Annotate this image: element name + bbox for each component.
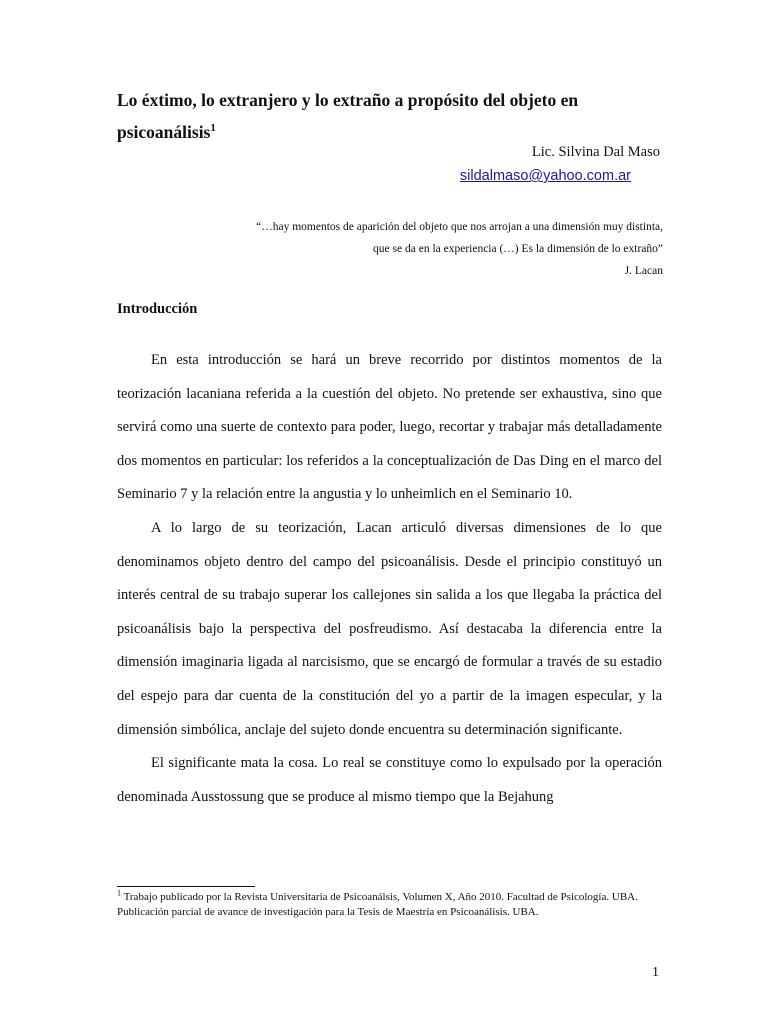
- document-title: [117, 84, 657, 148]
- footnote-separator: [117, 886, 255, 887]
- author-email-link[interactable]: sildalmaso@yahoo.com.ar: [459, 168, 631, 184]
- paragraph: El significante mata la cosa. Lo real se constituye como lo expulsado por la operación denominada Ausstossung que se produce al mismo tiempo que la Bejahung: [117, 755, 662, 805]
- epigraph-attribution: J. Lacan: [624, 265, 663, 277]
- footnote-text: Trabajo publicado por la Revista Universitaria de Psicoanálsis, Volumen X, Año 2010. Facultad de Psicología. UBA. Publicación parcial de avance de investigación para la Tesis de Maestría en Psicoanálisis. UBA.: [117, 891, 638, 918]
- paragraph: En esta introducción se hará un breve recorrido por distintos momentos de la teorización lacaniana referida a la cuestión del objeto. No pretende ser exhaustiva, sino que servirá como una suerte de contexto para poder, luego, recortar y trabajar más detalladamente dos momentos en particular: los referidos a la conceptualización de Das Ding en el marco del Seminario 7 y la relación entre la angustia y lo unheimlich en el Seminario 10.: [117, 352, 662, 503]
- paragraph: A lo largo de su teorización, Lacan articuló diversas dimensiones de lo que denominamos objeto dentro del campo del psicoanálisis. Desde el principio constituyó un interés central de su trabajo superar los callejones sin salida a los que llegaba la práctica del psicoanálisis bajo la perspectiva del posfreudismo. Así destacaba la diferencia entre la dimensión imaginaria ligada al narcisismo, que se encargó de formular a través de su estadio del espejo para dar cuenta de la constitución del yo a partir de la imagen especular, y la dimensión simbólica, anclaje del sujeto donde encuentra su determinación significante.: [117, 519, 662, 738]
- section-heading: Introducción: [117, 301, 198, 317]
- footnote-marker: 1: [117, 888, 121, 898]
- page-number: 1: [652, 965, 659, 980]
- epigraph-line: “…hay momentos de aparición del objeto que nos arrojan a una dimensión muy distinta,: [256, 221, 663, 233]
- body-text: [117, 344, 662, 814]
- epigraph: [103, 216, 663, 282]
- author-name: Lic. Silvina Dal Maso: [531, 144, 660, 160]
- footnote: [117, 890, 662, 919]
- title-footnote-marker[interactable]: 1: [210, 122, 216, 135]
- title-text: Lo éxtimo, lo extranjero y lo extraño a propósito del objeto en psicoanálisis: [117, 90, 579, 142]
- epigraph-line: que se da en la experiencia (…) Es la dimensión de lo extraño”: [373, 243, 663, 255]
